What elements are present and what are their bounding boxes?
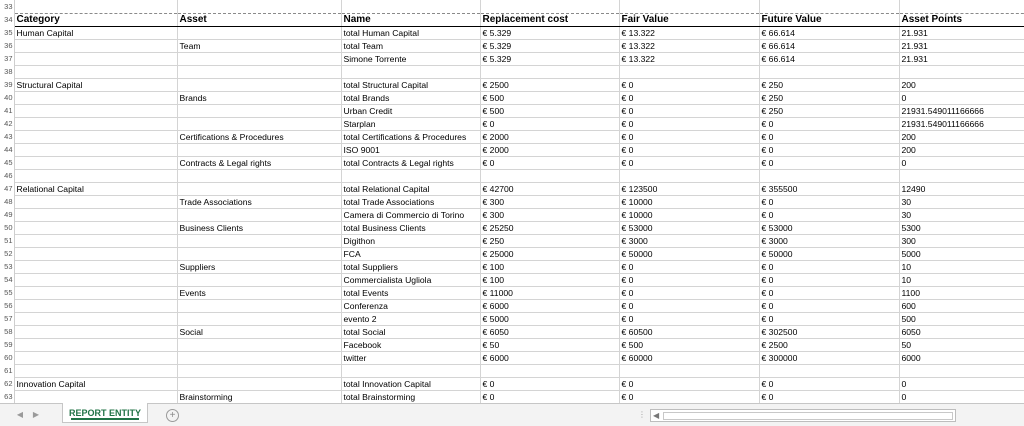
cell-category[interactable] <box>14 273 177 286</box>
cell-asset[interactable] <box>177 338 341 351</box>
cell-asset[interactable] <box>177 299 341 312</box>
cell-asset-points[interactable]: 6000 <box>899 351 1024 364</box>
cell-name[interactable]: total Suppliers <box>341 260 480 273</box>
row-number[interactable]: 38 <box>0 65 14 78</box>
cell-name[interactable]: total Contracts & Legal rights <box>341 156 480 169</box>
table-row <box>0 377 1024 390</box>
cell-asset[interactable] <box>177 0 341 13</box>
cell-asset[interactable]: Brands <box>177 91 341 104</box>
cell-future-value[interactable]: € 250 <box>759 91 899 104</box>
cell-asset-points[interactable]: 10 <box>899 273 1024 286</box>
table-row <box>0 26 1024 39</box>
cell-future-value[interactable]: € 0 <box>759 130 899 143</box>
table-row <box>0 52 1024 65</box>
row-number[interactable]: 40 <box>0 91 14 104</box>
cell-replacement-cost[interactable]: € 250 <box>480 234 619 247</box>
cell-future-value[interactable]: € 0 <box>759 312 899 325</box>
row-number[interactable]: 50 <box>0 221 14 234</box>
cell-name[interactable]: total Certifications & Procedures <box>341 130 480 143</box>
cell-fair-value[interactable]: € 50000 <box>619 247 759 260</box>
cell-name[interactable]: Facebook <box>341 338 480 351</box>
cell-future-value[interactable]: € 0 <box>759 260 899 273</box>
table-row <box>0 117 1024 130</box>
cell-future-value[interactable]: € 66.614 <box>759 39 899 52</box>
cell-future-value[interactable]: € 300000 <box>759 351 899 364</box>
row-number[interactable]: 39 <box>0 78 14 91</box>
cell-replacement-cost[interactable]: € 0 <box>480 117 619 130</box>
row-number[interactable]: 48 <box>0 195 14 208</box>
cell-fair-value[interactable]: € 0 <box>619 78 759 91</box>
cell-category[interactable] <box>14 195 177 208</box>
table-row <box>0 143 1024 156</box>
cell-name[interactable]: Commercialista Ugliola <box>341 273 480 286</box>
cell-asset-points[interactable]: 12490 <box>899 182 1024 195</box>
cell-future-value[interactable]: € 50000 <box>759 247 899 260</box>
cell-category[interactable]: Structural Capital <box>14 78 177 91</box>
scroll-left-icon[interactable]: ◀ <box>653 411 660 420</box>
cell-fair-value[interactable]: € 500 <box>619 338 759 351</box>
cell-asset[interactable]: Events <box>177 286 341 299</box>
cell-future-value[interactable]: € 2500 <box>759 338 899 351</box>
cell-category[interactable] <box>14 221 177 234</box>
cell-asset[interactable] <box>177 169 341 182</box>
chevron-right-icon[interactable]: ▶ <box>32 410 40 419</box>
header-cell-future-value[interactable]: Future Value <box>759 13 899 26</box>
cell-fair-value[interactable]: € 0 <box>619 390 759 403</box>
cell-future-value[interactable]: € 0 <box>759 117 899 130</box>
cell-category[interactable] <box>14 52 177 65</box>
cell-asset[interactable]: Brainstorming <box>177 390 341 403</box>
cell-asset-points[interactable]: 5000 <box>899 247 1024 260</box>
cell-name[interactable]: total Team <box>341 39 480 52</box>
cell-asset[interactable] <box>177 377 341 390</box>
cell-replacement-cost[interactable]: € 500 <box>480 104 619 117</box>
cell-asset-points[interactable]: 0 <box>899 156 1024 169</box>
table-row <box>0 273 1024 286</box>
row-number[interactable]: 36 <box>0 39 14 52</box>
row-number[interactable]: 57 <box>0 312 14 325</box>
table-row <box>0 260 1024 273</box>
table-row <box>0 104 1024 117</box>
cell-asset[interactable]: Trade Associations <box>177 195 341 208</box>
cell-future-value[interactable]: € 0 <box>759 273 899 286</box>
table-row <box>0 234 1024 247</box>
cell-name[interactable]: total Structural Capital <box>341 78 480 91</box>
row-number[interactable]: 62 <box>0 377 14 390</box>
cell-fair-value[interactable]: € 10000 <box>619 195 759 208</box>
row-number[interactable]: 49 <box>0 208 14 221</box>
cell-future-value[interactable]: € 355500 <box>759 182 899 195</box>
row-number[interactable]: 56 <box>0 299 14 312</box>
cell-asset-points[interactable]: 200 <box>899 78 1024 91</box>
cell-fair-value[interactable]: € 0 <box>619 260 759 273</box>
cell-fair-value[interactable]: € 13.322 <box>619 39 759 52</box>
cell-asset[interactable] <box>177 104 341 117</box>
cell-asset-points[interactable]: 200 <box>899 143 1024 156</box>
cell-replacement-cost[interactable]: € 11000 <box>480 286 619 299</box>
sheet-tab-report-entity[interactable]: REPORT ENTITY <box>62 403 148 423</box>
cell-fair-value[interactable] <box>619 364 759 377</box>
cell-name[interactable]: total Innovation Capital <box>341 377 480 390</box>
cell-replacement-cost[interactable] <box>480 364 619 377</box>
cell-asset-points[interactable]: 1100 <box>899 286 1024 299</box>
cell-asset[interactable] <box>177 234 341 247</box>
cell-category[interactable]: Relational Capital <box>14 182 177 195</box>
cell-asset-points[interactable]: 200 <box>899 130 1024 143</box>
cell-replacement-cost[interactable]: € 0 <box>480 156 619 169</box>
cell-fair-value[interactable]: € 13.322 <box>619 26 759 39</box>
header-cell-fair-value[interactable]: Fair Value <box>619 13 759 26</box>
cell-fair-value[interactable]: € 10000 <box>619 208 759 221</box>
cell-name[interactable]: Urban Credit <box>341 104 480 117</box>
cell-fair-value[interactable] <box>619 65 759 78</box>
cell-asset-points[interactable] <box>899 65 1024 78</box>
table-row <box>0 0 1024 13</box>
cell-asset[interactable] <box>177 65 341 78</box>
cell-name[interactable]: total Trade Associations <box>341 195 480 208</box>
cell-name[interactable] <box>341 364 480 377</box>
cell-category[interactable] <box>14 234 177 247</box>
cell-category[interactable] <box>14 117 177 130</box>
cell-future-value[interactable]: € 66.614 <box>759 26 899 39</box>
header-row <box>0 13 1024 26</box>
cell-asset[interactable] <box>177 364 341 377</box>
row-number[interactable]: 46 <box>0 169 14 182</box>
cell-fair-value[interactable]: € 0 <box>619 91 759 104</box>
cell-replacement-cost[interactable]: € 2000 <box>480 130 619 143</box>
row-number[interactable]: 60 <box>0 351 14 364</box>
cell-fair-value[interactable]: € 0 <box>619 156 759 169</box>
cell-asset[interactable]: Suppliers <box>177 260 341 273</box>
row-number[interactable]: 45 <box>0 156 14 169</box>
cell-future-value[interactable]: € 0 <box>759 299 899 312</box>
cell-replacement-cost[interactable]: € 6000 <box>480 299 619 312</box>
cell-category[interactable] <box>14 338 177 351</box>
cell-category[interactable] <box>14 65 177 78</box>
cell-replacement-cost[interactable] <box>480 0 619 13</box>
cell-category[interactable] <box>14 260 177 273</box>
cell-category[interactable] <box>14 143 177 156</box>
cell-category[interactable] <box>14 325 177 338</box>
cell-name[interactable]: ISO 9001 <box>341 143 480 156</box>
table-row <box>0 286 1024 299</box>
cell-fair-value[interactable] <box>619 0 759 13</box>
cell-asset-points[interactable]: 30 <box>899 195 1024 208</box>
cell-future-value[interactable]: € 66.614 <box>759 52 899 65</box>
cell-replacement-cost[interactable]: € 25000 <box>480 247 619 260</box>
cell-asset-points[interactable]: 10 <box>899 260 1024 273</box>
cell-fair-value[interactable]: € 0 <box>619 143 759 156</box>
header-cell-replacement-cost[interactable]: Replacement cost <box>480 13 619 26</box>
cell-name[interactable]: total Brands <box>341 91 480 104</box>
cell-asset-points[interactable]: 300 <box>899 234 1024 247</box>
cell-asset[interactable] <box>177 351 341 364</box>
header-cell-asset[interactable]: Asset <box>177 13 341 26</box>
table-row <box>0 39 1024 52</box>
row-number[interactable]: 47 <box>0 182 14 195</box>
cell-name[interactable] <box>341 169 480 182</box>
cell-category[interactable] <box>14 286 177 299</box>
cell-future-value[interactable]: € 302500 <box>759 325 899 338</box>
cell-name[interactable]: evento 2 <box>341 312 480 325</box>
row-number[interactable]: 33 <box>0 0 14 13</box>
cell-replacement-cost[interactable]: € 5.329 <box>480 52 619 65</box>
cell-asset-points[interactable]: 600 <box>899 299 1024 312</box>
cell-name[interactable]: Camera di Commercio di Torino <box>341 208 480 221</box>
cell-category[interactable] <box>14 169 177 182</box>
cell-fair-value[interactable]: € 0 <box>619 286 759 299</box>
cell-asset-points[interactable]: 5300 <box>899 221 1024 234</box>
table-row <box>0 364 1024 377</box>
cell-category[interactable] <box>14 312 177 325</box>
table-row <box>0 182 1024 195</box>
cell-replacement-cost[interactable]: € 6050 <box>480 325 619 338</box>
cell-asset[interactable] <box>177 117 341 130</box>
header-cell-category[interactable]: Category <box>14 13 177 26</box>
cell-name[interactable]: total Social <box>341 325 480 338</box>
cell-fair-value[interactable]: € 13.322 <box>619 52 759 65</box>
cell-replacement-cost[interactable]: € 5.329 <box>480 39 619 52</box>
cell-asset-points[interactable]: 30 <box>899 208 1024 221</box>
cell-category[interactable] <box>14 299 177 312</box>
table-row <box>0 156 1024 169</box>
table-row <box>0 299 1024 312</box>
cell-fair-value[interactable]: € 0 <box>619 377 759 390</box>
cell-name[interactable]: total Brainstorming <box>341 390 480 403</box>
cell-replacement-cost[interactable]: € 6000 <box>480 351 619 364</box>
cell-name[interactable]: total Relational Capital <box>341 182 480 195</box>
row-number[interactable]: 61 <box>0 364 14 377</box>
table-row <box>0 325 1024 338</box>
cell-asset[interactable] <box>177 182 341 195</box>
chevron-left-icon[interactable]: ◀ <box>16 410 24 419</box>
cell-fair-value[interactable]: € 0 <box>619 312 759 325</box>
cell-replacement-cost[interactable]: € 300 <box>480 208 619 221</box>
cell-future-value[interactable]: € 0 <box>759 208 899 221</box>
row-number[interactable]: 37 <box>0 52 14 65</box>
row-number[interactable]: 44 <box>0 143 14 156</box>
cell-asset[interactable] <box>177 143 341 156</box>
cell-replacement-cost[interactable] <box>480 169 619 182</box>
cell-asset-points[interactable] <box>899 364 1024 377</box>
cell-replacement-cost[interactable]: € 42700 <box>480 182 619 195</box>
cell-asset[interactable]: Social <box>177 325 341 338</box>
row-number[interactable]: 53 <box>0 260 14 273</box>
row-number[interactable]: 51 <box>0 234 14 247</box>
cell-name[interactable]: Starplan <box>341 117 480 130</box>
cell-replacement-cost[interactable] <box>480 65 619 78</box>
cell-replacement-cost[interactable]: € 50 <box>480 338 619 351</box>
cell-future-value[interactable] <box>759 364 899 377</box>
row-number[interactable]: 42 <box>0 117 14 130</box>
cell-asset-points[interactable]: 21.931 <box>899 52 1024 65</box>
row-number[interactable]: 52 <box>0 247 14 260</box>
cell-replacement-cost[interactable]: € 100 <box>480 260 619 273</box>
cell-replacement-cost[interactable]: € 2000 <box>480 143 619 156</box>
cell-future-value[interactable]: € 0 <box>759 390 899 403</box>
cell-category[interactable] <box>14 130 177 143</box>
cell-fair-value[interactable]: € 3000 <box>619 234 759 247</box>
cell-category[interactable] <box>14 0 177 13</box>
cell-name[interactable]: FCA <box>341 247 480 260</box>
cell-asset[interactable] <box>177 78 341 91</box>
more-dots-icon: ⋮ <box>638 410 645 419</box>
cell-asset-points[interactable]: 21.931 <box>899 39 1024 52</box>
cell-future-value[interactable]: € 3000 <box>759 234 899 247</box>
cell-asset-points[interactable]: 50 <box>899 338 1024 351</box>
row-number[interactable]: 55 <box>0 286 14 299</box>
cell-name[interactable] <box>341 65 480 78</box>
plus-circle-icon[interactable]: + <box>166 409 179 422</box>
table-row <box>0 65 1024 78</box>
cell-future-value[interactable]: € 53000 <box>759 221 899 234</box>
cell-category[interactable] <box>14 104 177 117</box>
cell-asset-points[interactable]: 21.931 <box>899 26 1024 39</box>
cell-category[interactable] <box>14 351 177 364</box>
table-row <box>0 221 1024 234</box>
cell-asset[interactable] <box>177 208 341 221</box>
table-row <box>0 130 1024 143</box>
cell-category[interactable]: Innovation Capital <box>14 377 177 390</box>
cell-name[interactable]: total Business Clients <box>341 221 480 234</box>
cell-future-value[interactable]: € 0 <box>759 195 899 208</box>
cell-future-value[interactable]: € 0 <box>759 156 899 169</box>
cell-name[interactable]: twitter <box>341 351 480 364</box>
table-row <box>0 338 1024 351</box>
cell-asset-points[interactable]: 21931.549011166666 <box>899 104 1024 117</box>
cell-name[interactable]: total Human Capital <box>341 26 480 39</box>
cell-name[interactable]: total Events <box>341 286 480 299</box>
table-row <box>0 390 1024 403</box>
cell-asset[interactable]: Business Clients <box>177 221 341 234</box>
cell-replacement-cost[interactable]: € 2500 <box>480 78 619 91</box>
cell-future-value[interactable] <box>759 65 899 78</box>
cell-fair-value[interactable]: € 53000 <box>619 221 759 234</box>
cell-future-value[interactable]: € 0 <box>759 286 899 299</box>
cell-asset[interactable] <box>177 312 341 325</box>
cell-asset-points[interactable]: 6050 <box>899 325 1024 338</box>
table-row <box>0 78 1024 91</box>
header-cell-name[interactable]: Name <box>341 13 480 26</box>
cell-fair-value[interactable]: € 0 <box>619 299 759 312</box>
table-row <box>0 247 1024 260</box>
cell-category[interactable] <box>14 364 177 377</box>
cell-asset-points[interactable]: 0 <box>899 377 1024 390</box>
cell-category[interactable] <box>14 91 177 104</box>
row-number[interactable]: 34 <box>0 13 14 26</box>
cell-fair-value[interactable]: € 0 <box>619 117 759 130</box>
cell-asset-points[interactable]: 500 <box>899 312 1024 325</box>
row-number[interactable]: 41 <box>0 104 14 117</box>
cell-fair-value[interactable]: € 123500 <box>619 182 759 195</box>
cell-replacement-cost[interactable]: € 5000 <box>480 312 619 325</box>
cell-category[interactable] <box>14 39 177 52</box>
cell-fair-value[interactable]: € 0 <box>619 130 759 143</box>
cell-replacement-cost[interactable]: € 300 <box>480 195 619 208</box>
cell-fair-value[interactable]: € 60500 <box>619 325 759 338</box>
cell-fair-value[interactable] <box>619 169 759 182</box>
row-number[interactable]: 35 <box>0 26 14 39</box>
cell-replacement-cost[interactable]: € 100 <box>480 273 619 286</box>
cell-asset-points[interactable]: 0 <box>899 91 1024 104</box>
cell-asset[interactable]: Contracts & Legal rights <box>177 156 341 169</box>
table-row <box>0 312 1024 325</box>
cell-fair-value[interactable]: € 0 <box>619 104 759 117</box>
cell-asset[interactable] <box>177 247 341 260</box>
header-cell-asset-points[interactable]: Asset Points <box>899 13 1024 26</box>
cell-name[interactable]: Conferenza <box>341 299 480 312</box>
cell-future-value[interactable] <box>759 169 899 182</box>
horizontal-scrollbar[interactable] <box>650 409 956 422</box>
cell-name[interactable]: Digithon <box>341 234 480 247</box>
cell-replacement-cost[interactable]: € 5.329 <box>480 26 619 39</box>
cell-category[interactable] <box>14 247 177 260</box>
row-number[interactable]: 43 <box>0 130 14 143</box>
cell-future-value[interactable]: € 0 <box>759 377 899 390</box>
cell-asset[interactable] <box>177 26 341 39</box>
cell-name[interactable]: Simone Torrente <box>341 52 480 65</box>
cell-replacement-cost[interactable]: € 0 <box>480 377 619 390</box>
row-number[interactable]: 58 <box>0 325 14 338</box>
scrollbar-thumb[interactable] <box>663 412 953 420</box>
cell-name[interactable] <box>341 0 480 13</box>
cell-asset-points[interactable] <box>899 169 1024 182</box>
row-number[interactable]: 54 <box>0 273 14 286</box>
row-number[interactable]: 63 <box>0 390 14 403</box>
cell-asset-points[interactable]: 0 <box>899 390 1024 403</box>
cell-asset[interactable] <box>177 273 341 286</box>
table-row <box>0 91 1024 104</box>
cell-category[interactable] <box>14 390 177 403</box>
cell-replacement-cost[interactable]: € 25250 <box>480 221 619 234</box>
cell-fair-value[interactable]: € 0 <box>619 273 759 286</box>
cell-asset[interactable] <box>177 52 341 65</box>
cell-category[interactable]: Human Capital <box>14 26 177 39</box>
cell-future-value[interactable]: € 250 <box>759 104 899 117</box>
cell-future-value[interactable]: € 250 <box>759 78 899 91</box>
cell-replacement-cost[interactable]: € 500 <box>480 91 619 104</box>
cell-future-value[interactable]: € 0 <box>759 143 899 156</box>
cell-asset[interactable]: Certifications & Procedures <box>177 130 341 143</box>
row-number[interactable]: 59 <box>0 338 14 351</box>
sheet-tab-bar <box>0 403 1024 426</box>
table-row <box>0 351 1024 364</box>
cell-future-value[interactable] <box>759 0 899 13</box>
table-row <box>0 208 1024 221</box>
cell-replacement-cost[interactable]: € 0 <box>480 390 619 403</box>
cell-asset-points[interactable]: 21931.549011166666 <box>899 117 1024 130</box>
table-row <box>0 169 1024 182</box>
cell-category[interactable] <box>14 156 177 169</box>
cell-fair-value[interactable]: € 60000 <box>619 351 759 364</box>
cell-asset-points[interactable] <box>899 0 1024 13</box>
cell-category[interactable] <box>14 208 177 221</box>
table-row <box>0 195 1024 208</box>
cell-asset[interactable]: Team <box>177 39 341 52</box>
